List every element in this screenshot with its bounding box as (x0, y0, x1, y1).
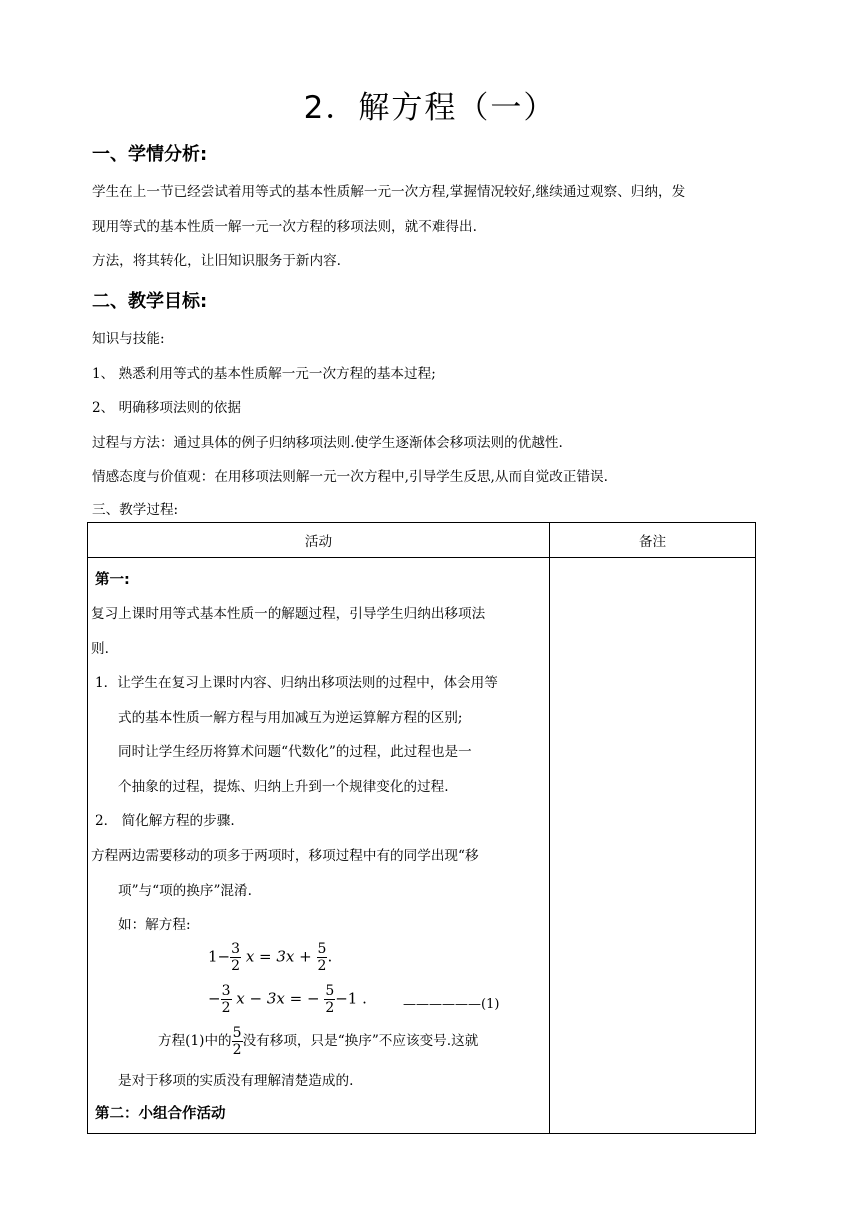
paragraph-line: 学生在上一节已经尝试着用等式的基本性质解一元一次方程,掌握情况较好,继续通过观察、归纳，发 (92, 184, 686, 200)
fraction (230, 941, 241, 974)
paragraph-line: 过程与方法：通过具体的例子归纳移项法则.使学生逐渐体会移项法则的优越性. (92, 435, 563, 451)
column-header-activity: 活动 (88, 523, 550, 558)
paragraph-line: 情感态度与价值观：在用移项法则解一元一次方程中,引导学生反思,从而自觉改正错误. (92, 469, 608, 485)
fraction-numerator: 5 (325, 983, 335, 999)
step-two-title: 第二：小组合作活动 (95, 1106, 226, 1122)
paragraph-line: 1、 熟悉利用等式的基本性质解一元一次方程的基本过程; (92, 366, 436, 382)
line-text: 方程(1)中的 (158, 1033, 232, 1049)
eq-text: x = 3x + (245, 947, 312, 966)
fraction (324, 983, 335, 1016)
activity-line: 是对于移项的实质没有理解清楚造成的. (118, 1073, 354, 1089)
fraction (317, 941, 328, 974)
fraction-denominator: 2 (317, 958, 327, 974)
fraction-numerator: 3 (221, 983, 231, 999)
process-table (87, 522, 756, 1134)
fraction-denominator: 2 (221, 1000, 231, 1016)
line-text: 没有移项，只是“换序”不应该变号.这就 (242, 1033, 479, 1049)
fraction (221, 983, 232, 1016)
notes-cell (550, 558, 756, 1134)
activity-line: 则. (91, 641, 109, 657)
paragraph-line: 2、 明确移项法则的依据 (92, 400, 241, 416)
equation-label: ——————(1) (403, 997, 500, 1012)
activity-line (158, 1025, 478, 1058)
eq-text: − (208, 989, 221, 1008)
section-heading-analysis: 一、学情分析: (92, 144, 208, 165)
activity-line: 式的基本性质一解方程与用加减互为逆运算解方程的区别; (118, 710, 463, 726)
activity-line: 2． 简化解方程的步骤. (95, 813, 235, 829)
eq-text: . (327, 947, 333, 966)
activity-line: 项”与“项的换序”混淆. (118, 883, 252, 899)
fraction-denominator: 2 (232, 1042, 242, 1058)
activity-line: 个抽象的过程，提炼、归纳上升到一个规律变化的过程. (118, 779, 449, 795)
paragraph-line: 知识与技能: (92, 331, 165, 347)
section-heading-process: 三、教学过程: (92, 502, 179, 518)
step-one-title: 第一: (95, 572, 130, 588)
activity-line: 1．让学生在复习上课时内容、归纳出移项法则的过程中，体会用等 (95, 675, 498, 691)
eq-text: x − 3x = − (236, 989, 320, 1008)
fraction-numerator: 5 (317, 941, 327, 957)
page-title: 2．解方程（一） (303, 90, 557, 126)
fraction-numerator: 3 (231, 941, 241, 957)
fraction-denominator: 2 (231, 958, 241, 974)
activity-line: 复习上课时用等式基本性质一的解题过程，引导学生归纳出移项法 (91, 606, 486, 622)
activity-line: 如：解方程: (118, 917, 191, 933)
activity-line: 同时让学生经历将算术问题“代数化”的过程，此过程也是一 (118, 744, 472, 760)
activity-line: 方程两边需要移动的项多于两项时，移项过程中有的同学出现“移 (91, 848, 479, 864)
paragraph-line: 方法，将其转化，让旧知识服务于新内容. (92, 253, 342, 269)
activity-cell (88, 558, 550, 1134)
paragraph-line: 现用等式的基本性质一解一元一次方程的移项法则，就不难得出. (92, 219, 477, 235)
equation-two (208, 983, 367, 1016)
fraction-denominator: 2 (325, 1000, 335, 1016)
fraction-numerator: 5 (232, 1025, 242, 1041)
eq-text: −1 . (335, 989, 367, 1008)
eq-text: 1− (208, 947, 231, 966)
column-header-notes: 备注 (550, 523, 756, 558)
equation-one (208, 941, 332, 974)
fraction (232, 1025, 243, 1058)
section-heading-goals: 二、教学目标: (92, 291, 208, 312)
